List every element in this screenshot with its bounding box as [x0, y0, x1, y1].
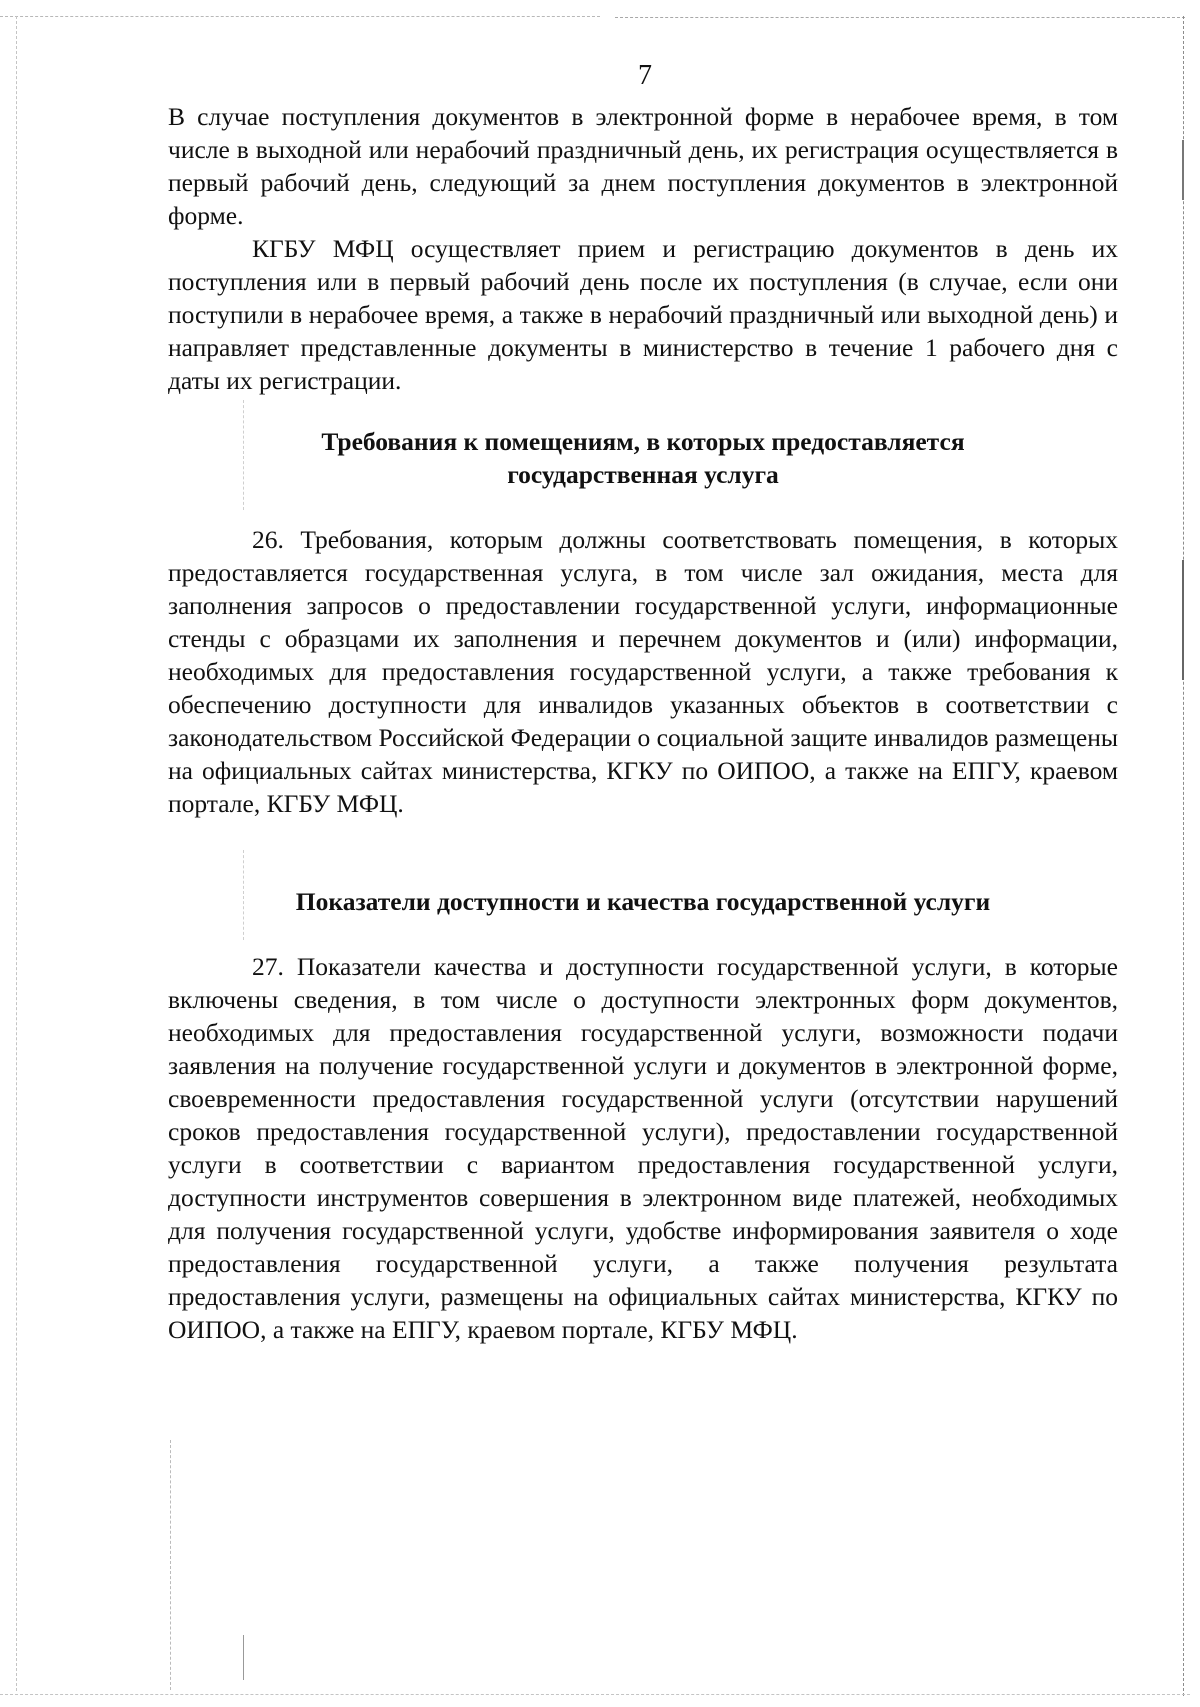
scan-border-right [1183, 16, 1184, 1696]
paragraph-group-premises [168, 523, 1118, 820]
paragraph: В случае поступления документов в электронной форме в нерабочее время, в том числе в выходной или нерабочий праздничный день, их регистрация осуществляется в первый рабочий день, следующий за днем поступления документов в электронной форме. [168, 102, 1118, 230]
scan-border-top-left [0, 16, 600, 17]
scan-border-left [16, 16, 17, 1691]
scan-border-bottom [0, 1694, 1190, 1695]
heading-line: Требования к помещениям, в которых предоставляется [321, 427, 965, 456]
paragraph: КГБУ МФЦ осуществляет прием и регистрацию документов в день их поступления или в первый рабочий день после их поступления (в случае, если они поступили в нерабочее время, а также в нерабочий праздничный или выходной день) и направляет представленные документы в министерство в течение 1 рабочего дня с даты их регистрации. [168, 234, 1118, 395]
heading-line: государственная услуга [507, 460, 779, 489]
paragraph-item-26: 26. Требования, которым должны соответствовать помещения, в которых предоставляется государственная услуга, в том числе зал ожидания, места для заполнения запросов о предоставлении государственной услуги, информационные стенды с образцами их заполнения и перечнем документов и (или) информации, необходимых для предоставления государственной услуги, а также требования к обеспечению доступности для инвалидов указанных объектов в соответствии с законодательством Российской Федерации о социальной защите инвалидов размещены на официальных сайтах министерства, КГКУ по ОИПОО, а также на ЕПГУ, краевом портале, КГБУ МФЦ. [168, 525, 1118, 818]
page-number: 7 [638, 60, 652, 91]
heading-line: Показатели доступности и качества государственной услуги [295, 887, 991, 916]
paragraph-group-quality [168, 950, 1118, 1346]
scan-border-top-right [615, 17, 1185, 18]
section-heading-quality [168, 885, 1118, 918]
scan-artifact-mark [243, 1635, 244, 1680]
scan-artifact-mark [1182, 560, 1184, 680]
section-heading-premises [168, 425, 1118, 491]
scan-artifact-mark [1182, 140, 1184, 200]
scan-artifact-mark [170, 1440, 171, 1690]
paragraph-item-27: 27. Показатели качества и доступности государственной услуги, в которые включены сведения, в том числе о доступности электронных форм документов, необходимых для предоставления государственной услуги, возможности подачи заявления на получение государственной услуги и документов в электронной форме, своевременности предоставления государственной услуги (отсутствии нарушений сроков предоставления государственной услуги), предоставлении государственной услуги в соответствии с вариантом предоставления государственной услуги, доступности инструментов совершения в электронном виде платежей, необходимых для получения государственной услуги, удобстве информирования заявителя о ходе предоставления государственной услуги, а также получения результата предоставления услуги, размещены на официальных сайтах министерства, КГКУ по ОИПОО, а также на ЕПГУ, краевом портале, КГБУ МФЦ. [168, 952, 1118, 1344]
paragraph-group-intro [168, 100, 1118, 397]
